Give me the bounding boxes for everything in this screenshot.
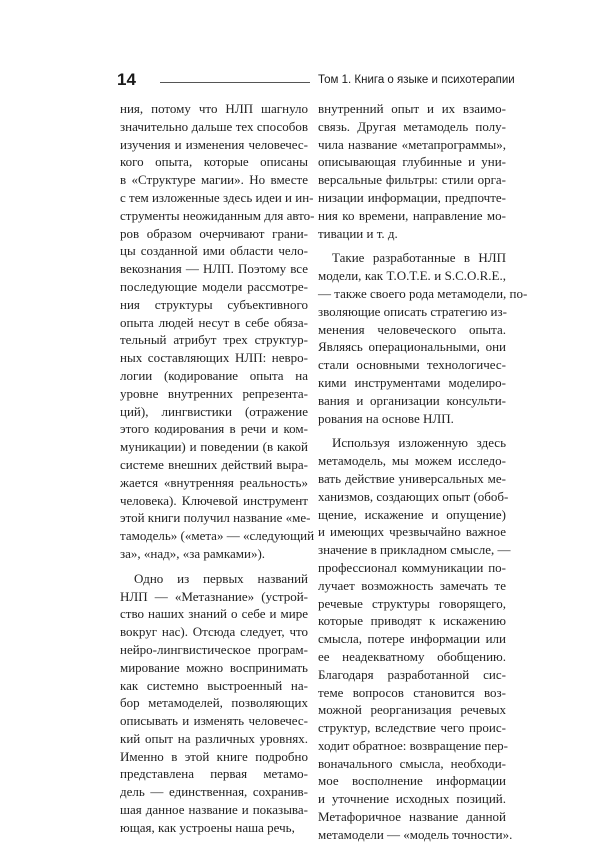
text-line: значительно дальше тех способов [120, 118, 308, 134]
text-line: муникации) и поведении (в какой [120, 439, 308, 455]
text-line: стали основными технологичес- [318, 357, 506, 373]
text-line: теме вопросов становится воз- [318, 684, 506, 700]
text-line: как системно выстроенный на- [120, 677, 308, 693]
text-line: Благодаря разработанной сис- [318, 666, 506, 682]
text-line: ее неадекватному обобщению. [318, 648, 506, 664]
text-line: смысла, потере информации или [318, 631, 506, 647]
text-line: значение в прикладном смысле, — [318, 542, 511, 558]
text-line: ство наших знаний о себе и мире [120, 606, 308, 622]
text-line: описывающая глубинные и уни- [318, 154, 506, 170]
text-line: Именно в этой книге подробно [120, 748, 308, 764]
text-line: ющая, как устроены наша речь, [120, 819, 295, 835]
text-line: мирование можно воспринимать [120, 659, 308, 675]
right-column [318, 100, 528, 844]
text-line: кого опыта, которые описаны [120, 154, 308, 170]
text-line: системе внешних действий выра- [120, 456, 308, 472]
text-line: векознания — НЛП. Поэтому все [120, 261, 308, 277]
text-line: человека). Ключевой инструмент [120, 492, 308, 508]
page-number: 14 [117, 70, 136, 89]
text-line: тельный атрибут трех структур- [120, 332, 308, 348]
text-line: ния, потому что НЛП шагнуло [120, 101, 308, 116]
text-line: лучает возможность замечать те [318, 577, 506, 593]
text-line: Используя изложенную здесь [332, 435, 506, 451]
text-line: НЛП — «Метазнание» (устрой- [120, 588, 308, 604]
text-line: щение, искажение и опущение) [318, 506, 506, 522]
text-line: Одно из первых названий [134, 570, 308, 586]
text-line: версальные фильтры: стили орга- [318, 172, 506, 188]
text-line: ния ко времени, направление мо- [318, 207, 506, 223]
text-line: мое восполнение информации [318, 773, 506, 789]
text-line: и имеющих чрезвычайно важное [318, 524, 506, 540]
text-line: струменты неожиданным для авто- [120, 207, 315, 223]
text-line: последующие модели рассмотре- [120, 278, 308, 294]
text-line: представлена первая метамо- [120, 766, 308, 782]
text-line: связь. Другая метамодель полу- [318, 118, 506, 134]
text-line: ций), лингвистики (отражение [120, 403, 308, 419]
text-line: логии (кодирование опыта на [120, 367, 308, 383]
text-line: Являясь операциональными, они [318, 339, 506, 355]
text-line: чила название «метапрограммы», [318, 136, 506, 152]
text-line: ханизмов, создающих опыт (обоб- [318, 488, 509, 504]
left-column [120, 100, 315, 837]
header-rule [160, 82, 310, 83]
text-line: вать действие универсальных ме- [318, 470, 506, 486]
text-line: метамодели — «модель точности». [318, 826, 513, 842]
text-line: профессионал коммуникации по- [318, 559, 506, 575]
text-line: метамодель, мы можем исследо- [318, 453, 506, 469]
text-line: ных составляющих НЛП: невро- [120, 350, 308, 366]
text-line: жается «внутренняя реальность» [120, 474, 308, 490]
text-line: ров образом очерчивают грани- [120, 225, 308, 241]
text-line: ния структуры субъективного [120, 296, 308, 312]
text-line: тивации и т. д. [318, 225, 398, 241]
text-line: кими инструментами моделиро- [318, 374, 506, 390]
running-title: Том 1. Книга о языке и психотерапии [318, 74, 515, 86]
text-line: шая данное название и показыва- [120, 802, 308, 818]
text-line: — также своего рода метамодели, по- [318, 285, 528, 301]
text-line: опыта людей несут в себе обяза- [120, 314, 308, 330]
text-line: и уточнение исходных позиций. [318, 791, 506, 807]
text-line: нейро-лингвистическое програм- [120, 641, 308, 657]
text-line: цы созданной ими области чело- [120, 243, 308, 259]
text-line: тамодель» («мета» — «следующий [120, 528, 315, 544]
text-line: уровне внутренних репрезента- [120, 385, 308, 401]
text-line: изучения и изменения человечес- [120, 136, 308, 152]
text-line: бор метамоделей, позволяющих [120, 695, 308, 711]
text-line: рования на основе НЛП. [318, 410, 454, 426]
text-line: модели, как T.O.T.E. и S.C.O.R.E., [318, 268, 506, 284]
text-line: вокруг нас). Отсюда следует, что [120, 624, 308, 640]
text-line: зволяющие описать стратегию из- [318, 303, 507, 319]
text-line: вания и организации консульти- [318, 392, 506, 408]
text-line: внутренний опыт и их взаимо- [318, 101, 506, 116]
text-line: структур, вследствие чего проис- [318, 720, 506, 736]
text-line: этой книги получил название «ме- [120, 510, 311, 526]
text-line: менения человеческого опыта. [318, 321, 506, 337]
text-line: этого кодирования в речи и ком- [120, 421, 308, 437]
text-line: за», «над», «за рамками»). [120, 545, 266, 561]
text-line: воначального смысла, необходи- [318, 755, 506, 771]
text-line: описывать и изменять человечес- [120, 713, 308, 729]
text-line: низации информации, предпочте- [318, 189, 506, 205]
text-line: в «Структуре магии». Но вместе [120, 172, 308, 188]
text-line: дель — единственная, сохранив- [120, 784, 308, 800]
text-line: ходит обратное: возвращение пер- [318, 737, 508, 753]
text-line: кий опыт на различных уровнях. [120, 730, 308, 746]
text-line: речевые структуры говорящего, [318, 595, 506, 611]
text-line: с тем изложенные здесь идеи и ин- [120, 189, 314, 205]
text-line: можной реорганизация речевых [318, 702, 506, 718]
text-line: Метафоричное название данной [318, 809, 506, 825]
text-line: Такие разработанные в НЛП [332, 250, 506, 266]
text-line: которые приводят к искажению [318, 613, 506, 629]
